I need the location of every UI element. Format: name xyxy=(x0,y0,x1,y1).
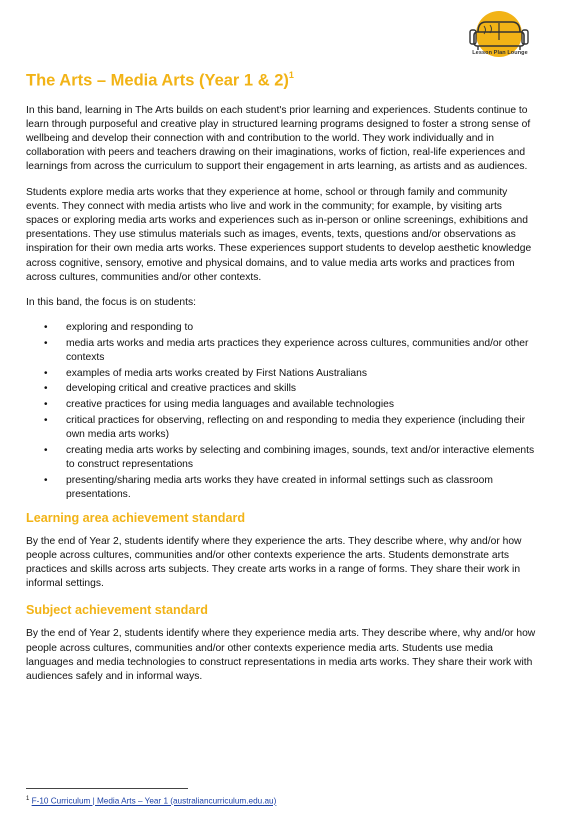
subject-text: By the end of Year 2, students identify where they experience media arts. They describe where, why and/or how people across cultures, communities and/or other contexts experience media arts. Students use media languages and media technologies to construct representations in media arts works. They share their work with audiences safely and in informal ways. xyxy=(26,628,536,682)
focus-list xyxy=(26,321,537,502)
list-item: • creative practices for using media languages and available technologies xyxy=(26,398,537,412)
focus-intro: In this band, the focus is on students: xyxy=(26,296,197,308)
page-title: The Arts – Media Arts (Year 1 & 2)$^1$ xyxy=(26,70,294,90)
subject-heading: Subject achievement standard xyxy=(26,603,208,618)
list-item: • presenting/sharing media arts works they have created in informal settings such as classroom presentations. xyxy=(26,474,537,502)
list-item: • exploring and responding to xyxy=(26,321,537,335)
footnote-divider xyxy=(26,788,188,789)
list-item: • critical practices for observing, reflecting on and responding to media they experience (including their own media arts works) xyxy=(26,414,537,442)
logo-label: Lesson Plan Lounge xyxy=(472,50,528,56)
intro-paragraph-2: Students explore media arts works that they experience at home, school or through family and community events. They connect with media artists who live and work in the community; for example, by visiting arts spaces or exploring media arts works and experiences such as in-person or online screenings, exhibitions and presentations. They use stimulus materials such as images, events, texts, questions and/or observations as inspiration for their own media arts works. These experiences support students to develop aesthetic knowledge across cognitive, sensory, emotive and physical domains, and to value media arts works and practices from across cultures, communities and/or other contexts. xyxy=(26,186,532,283)
list-item: • media arts works and media arts practices they experience across cultures, communities and/or other contexts xyxy=(26,337,537,365)
list-item: • developing critical and creative practices and skills xyxy=(26,382,537,396)
learning-area-text: By the end of Year 2, students identify where they experience the arts. They describe where, why and/or how people across cultures, communities and/or other contexts experience the arts. Students demonstrate arts practices and skills across arts subjects. They create arts works in a range of forms. They share their work in informal settings. xyxy=(26,535,522,590)
footnote xyxy=(26,796,276,806)
footnote-number: 1 xyxy=(26,796,30,802)
intro-paragraph-1: In this band, learning in The Arts builds on each student's prior learning and experiences. Students continue to learn through purposeful and creative play in structured learning programs designed to foster a strong sense of wellbeing and develop their connection with and contribution to the world. They work individually and in collaboration with peers and teachers drawing on their imaginations, works of fiction, real-life experiences and learnings from across the curriculum to support their engagement in arts learning, as artists and as audiences. xyxy=(26,104,531,173)
footnote-link[interactable]: F-10 Curriculum | Media Arts – Year 1 (australiancurriculum.edu.au) xyxy=(31,796,277,806)
main-content xyxy=(26,66,537,684)
title-footnote-ref[interactable]: 1 xyxy=(288,70,294,80)
list-item: • examples of media arts works created by First Nations Australians xyxy=(26,367,537,381)
list-item: • creating media arts works by selecting and combining images, sounds, text and/or interactive elements to construct representations xyxy=(26,444,537,472)
learning-area-heading: Learning area achievement standard xyxy=(26,510,246,525)
